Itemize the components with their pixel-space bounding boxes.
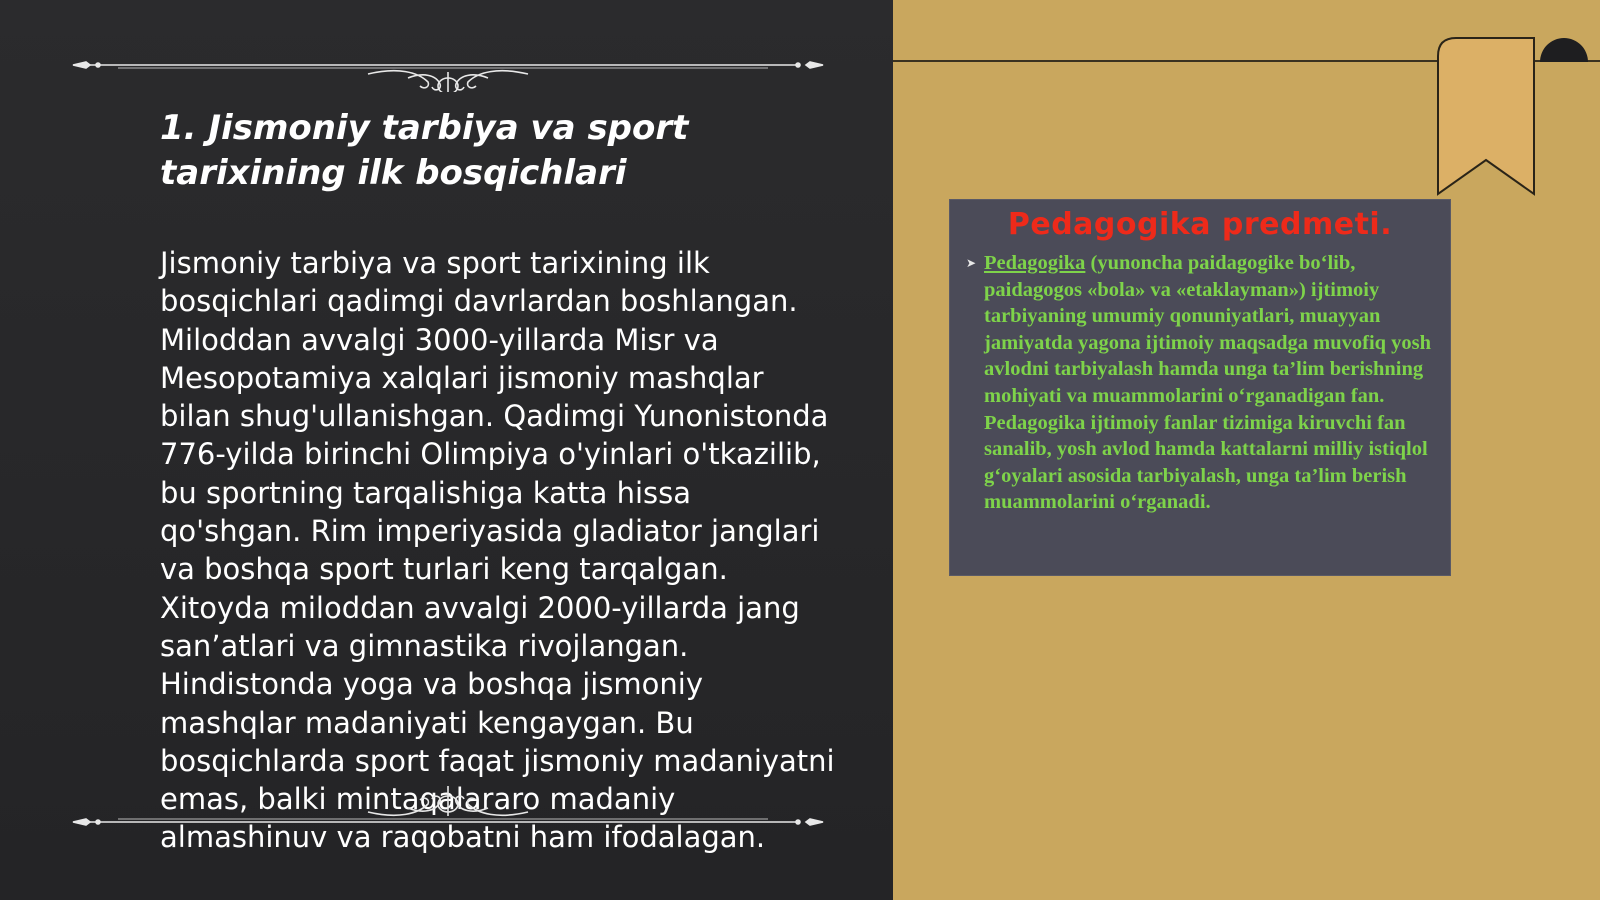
bookmark-knob-icon xyxy=(1536,34,1592,90)
bookmark-ribbon-icon xyxy=(1436,36,1536,196)
image-card-term: Pedagogika xyxy=(984,252,1086,274)
image-card-title: Pedagogika predmeti. xyxy=(1007,207,1393,242)
image-card-definition: (yunoncha paidagogike bo‘lib, paidagogos «bola» va «etaklayman») ijtimoiy tarbiyaning umumiy qonuniyatlari, muayyan jamiyatda yagona ijtimoiy maqsadga muvofiq yosh avlodni tarbiyalash hamda unga ta’lim berishning mohiyati va muammolarini o‘rganadigan fan. Pedagogika ijtimoiy fanlar tizimiga kiruvchi fan sanalib, yosh avlod hamda kattalarni milliy istiqlol g‘oyalari asosida tarbiyalash, unga ta’lim berish muammolarini o‘rganadi. xyxy=(984,252,1432,514)
bullet-arrow-icon: ➤ xyxy=(966,256,977,270)
slide-title: 1. Jismoniy tarbiya va sport tarixining ilk bosqichlari xyxy=(160,108,689,193)
ornamental-divider-icon xyxy=(68,42,828,92)
ornamental-divider-icon xyxy=(68,786,828,836)
slide-body-text: Jismoniy tarbiya va sport tarixining ilk bosqichlari qadimgi davrlardan boshlangan. Miloddan avvalgi 3000-yillarda Misr va Mesopotamiya xalqlari jismoniy mashqlar bilan shug'ullanishgan. Qadimgi Yunonistonda 776-yilda birinchi Olimpiya o'yinlari o'tkazilib, bu sportning tarqalishiga katta hissa qo'shgan. Rim imperiyasida gladiator janglari va boshqa sport turlari keng tarqalgan. Xitoyda miloddan avvalgi 2000-yillarda jang san’atlari va gimnastika rivojlangan. Hindistonda yoga va boshqa jismoniy mashqlar madaniyati kengaygan. Bu bosqichlarda sport faqat jismoniy madaniyatni emas, balki mintaqalararo madaniy almashinuv va raqobatni ham ifodalagan. xyxy=(160,246,835,855)
pedagogika-image-card xyxy=(950,200,1450,575)
image-card-text xyxy=(984,250,1440,516)
